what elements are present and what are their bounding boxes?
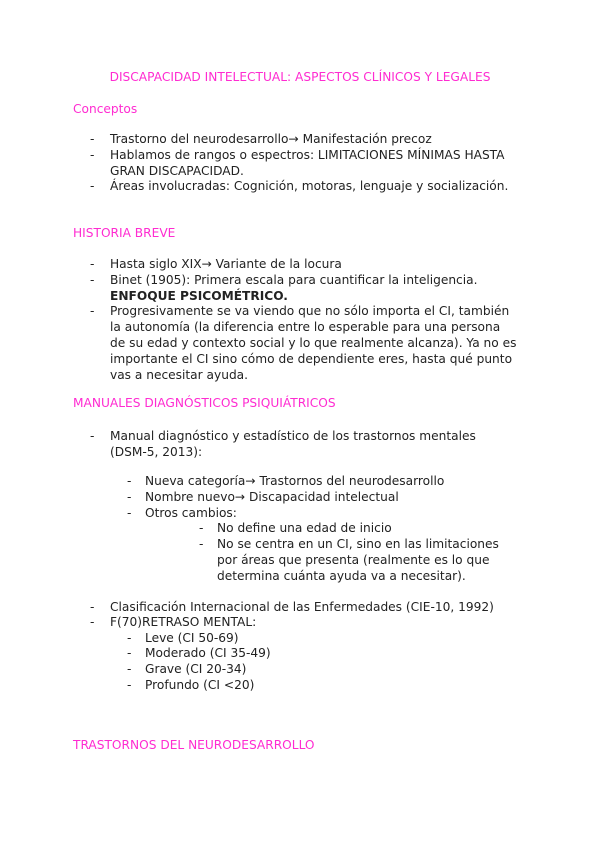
heading-historia-breve: HISTORIA BREVE — [73, 226, 176, 240]
heading-conceptos: Conceptos — [73, 102, 138, 116]
list-item-text: de su edad y contexto social y lo que realmente alcanza). Ya no es — [110, 336, 517, 350]
list-item-text: Otros cambios: — [145, 506, 237, 520]
list-item-text: Leve (CI 50-69) — [145, 631, 239, 645]
heading-trastornos-neurodesarrollo: TRASTORNOS DEL NEURODESARROLLO — [73, 738, 315, 752]
list-item-text: Trastorno del neurodesarrollo→ Manifestación precoz — [110, 132, 432, 146]
heading-manuales-diagnosticos: MANUALES DIAGNÓSTICOS PSIQUIÁTRICOS — [73, 396, 336, 410]
bullet-dash: - — [90, 148, 95, 162]
list-item-text: No define una edad de inicio — [217, 521, 392, 535]
bullet-dash: - — [90, 179, 95, 193]
bullet-dash: - — [90, 273, 95, 287]
list-item-text: importante el CI sino cómo de dependiente eres, hasta qué punto — [110, 352, 513, 366]
list-item-text: por áreas que presenta (realmente es lo que — [217, 553, 490, 567]
bullet-dash: - — [199, 521, 204, 535]
bullet-dash: - — [90, 304, 95, 318]
list-item-text: Hablamos de rangos o espectros: LIMITACIONES MÍNIMAS HASTA — [110, 148, 505, 162]
list-item-text: determina cuánta ayuda va a necesitar). — [217, 569, 466, 583]
list-item-text: No se centra en un CI, sino en las limitaciones — [217, 537, 499, 551]
list-item-text: Moderado (CI 35-49) — [145, 646, 271, 660]
bullet-dash: - — [90, 429, 95, 443]
bullet-dash: - — [127, 678, 132, 692]
list-item-text: Clasificación Internacional de las Enfermedades (CIE-10, 1992) — [110, 600, 494, 614]
list-item-text: la autonomía (la diferencia entre lo esperable para una persona — [110, 320, 501, 334]
list-item-text: Áreas involucradas: Cognición, motoras, lenguaje y socialización. — [110, 179, 509, 193]
list-item-text: Progresivamente se va viendo que no sólo importa el CI, también — [110, 304, 510, 318]
bullet-dash: - — [90, 600, 95, 614]
bullet-dash: - — [127, 490, 132, 504]
bullet-dash: - — [199, 537, 204, 551]
list-item-text: Grave (CI 20-34) — [145, 662, 247, 676]
document-title: DISCAPACIDAD INTELECTUAL: ASPECTOS CLÍNICOS Y LEGALES — [109, 70, 491, 84]
list-item-text: Binet (1905): Primera escala para cuantificar la inteligencia. — [110, 273, 478, 287]
bullet-dash: - — [90, 257, 95, 271]
list-item-text: Manual diagnóstico y estadístico de los trastornos mentales — [110, 429, 476, 443]
bullet-dash: - — [127, 474, 132, 488]
bullet-dash: - — [127, 506, 132, 520]
list-item-text: (DSM-5, 2013): — [110, 445, 203, 459]
bullet-dash: - — [127, 662, 132, 676]
list-item-text: Hasta siglo XIX→ Variante de la locura — [110, 257, 342, 271]
bullet-dash: - — [127, 646, 132, 660]
list-item-text: F(70)RETRASO MENTAL: — [110, 615, 257, 629]
list-item-text: vas a necesitar ayuda. — [110, 368, 249, 382]
bullet-dash: - — [90, 132, 95, 146]
list-item-text: Nueva categoría→ Trastornos del neurodesarrollo — [145, 474, 445, 488]
list-item-text: Profundo (CI <20) — [145, 678, 255, 692]
bullet-dash: - — [90, 615, 95, 629]
list-item-text: Nombre nuevo→ Discapacidad intelectual — [145, 490, 399, 504]
list-item-text-bold: ENFOQUE PSICOMÉTRICO. — [110, 289, 288, 303]
bullet-dash: - — [127, 631, 132, 645]
list-item-text: GRAN DISCAPACIDAD. — [110, 164, 244, 178]
